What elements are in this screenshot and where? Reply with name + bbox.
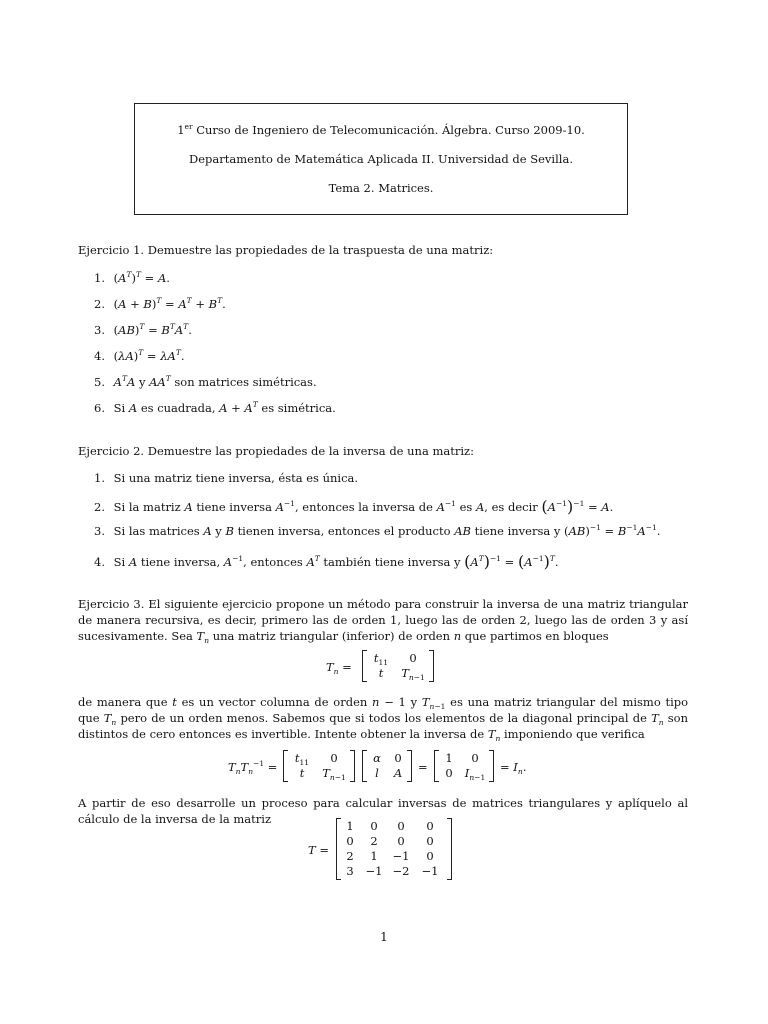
inverse-equation-lhs: $T_nT_n^{-1}$ = [228, 759, 278, 776]
matrix-t [336, 818, 452, 880]
exercise-2-item-1: 1. Si una matriz tiene inversa, ésta es única. [94, 471, 359, 485]
exercise-1-heading: Ejercicio 1. Demuestre las propiedades de la traspuesta de una matriz: [78, 243, 494, 257]
matrix-cell: 2 [370, 834, 378, 848]
matrix-cell: −1 [421, 864, 439, 878]
matrix-cell: 0 [397, 834, 405, 848]
exercise-2-heading: Ejercicio 2. Demuestre las propiedades de la inversa de una matriz: [78, 444, 474, 458]
matrix-cell: 1 [370, 849, 378, 863]
exercise-2-item-3: 3. Si las matrices A y B tienen inversa, entonces el producto AB tiene inversa y $(AB)^{-1} = B^{-1}A^{-1}$. [94, 523, 661, 538]
matrix-cell: −1 [365, 864, 383, 878]
exercise-3-paragraph-2: de manera que t es un vector columna de orden n − 1 y $T_{n-1}$ es una matriz triangular del mismo tipo que $T_n$ pero de un orden menos. Sabemos que si todos los elementos de la diagonal principal de $T_n$ son distintos de cero entonces es invertible. Intente obtener la inversa de $T_n$ imponiendo que verifica [78, 695, 689, 743]
matrix-cell: 1 [346, 819, 354, 833]
page-number: 1 [380, 930, 388, 944]
exercise-1-item-1: 1. $(A^T)^T = A$. [94, 270, 170, 285]
inverse-eq-matrix-2: α 0 l A [362, 750, 412, 782]
header-topic-line: Tema 2. Matrices. [328, 181, 434, 195]
matrix-cell: 3 [346, 864, 354, 878]
exercise-1-item-3: 3. $(AB)^T = B^TA^T$. [94, 322, 192, 337]
exercise-1-item-2: 2. $(A + B)^T = A^T + B^T$. [94, 296, 226, 311]
matrix-cell: 0 [426, 834, 434, 848]
header-course-line: 1er Curso de Ingeniero de Telecomunicación. Álgebra. Curso 2009-10. [177, 122, 585, 137]
inverse-eq-identity-matrix: 1 0 0 $I_{n-1}$ [434, 750, 494, 782]
exercise-3-paragraph-3: A partir de eso desarrolle un proceso para calcular inversas de matrices triangulares y aplíquelo al cálculo de la inversa de la matriz [78, 796, 688, 826]
matrix-cell: 0 [370, 819, 378, 833]
matrix-cell: 0 [426, 849, 434, 863]
matrix-cell: 0 [397, 819, 405, 833]
inverse-eq-matrix-1: $t_{11}$ 0 t $T_{n-1}$ [283, 750, 355, 782]
equals-sign: = [418, 760, 428, 774]
matrix-cell: −1 [392, 849, 410, 863]
exercise-3-paragraph-1: Ejercicio 3. El siguiente ejercicio propone un método para construir la inversa de una matriz triangular de manera recursiva, es decir, primero las de orden 1, luego las de orden 2, luego las de orden 3 y así sucesivamente. Sea $T_n$ una matriz triangular (inferior) de orden n que partimos en bloques [78, 597, 688, 645]
header-department-line: Departamento de Matemática Aplicada II. Universidad de Sevilla. [189, 152, 573, 166]
exercise-2-item-4: 4. Si A tiene inversa, $A^{-1}$, entonces $A^T$ también tiene inversa y $(A^T)^{-1} = (A^{-1})^T$. [94, 552, 559, 571]
matrix-cell: −2 [392, 864, 410, 878]
inverse-equation-rhs: = $I_n$. [500, 760, 527, 776]
exercise-2-item-2: 2. Si la matriz A tiene inversa $A^{-1}$, entonces la inversa de $A^{-1}$ es A, es decir $(A^{-1})^{-1} = A$. [94, 497, 614, 516]
exercise-1-item-5: 5. $A^TA$ y $AA^T$ son matrices simétricas. [94, 374, 317, 389]
header-box [134, 103, 628, 215]
matrix-cell: 0 [426, 819, 434, 833]
matrix-cell: 2 [346, 849, 354, 863]
tn-block-matrix: $t_{11}$ 0 t $T_{n-1}$ [362, 650, 434, 682]
exercise-1-item-4: 4. $(\lambda A)^T = \lambda A^T$. [94, 348, 185, 363]
matrix-t-label: T = [308, 843, 329, 857]
exercise-1-item-6: 6. Si A es cuadrada, $A + A^T$ es simétrica. [94, 400, 336, 415]
matrix-cell: 0 [346, 834, 354, 848]
tn-equation-lhs: $T_n$ = [326, 660, 352, 676]
